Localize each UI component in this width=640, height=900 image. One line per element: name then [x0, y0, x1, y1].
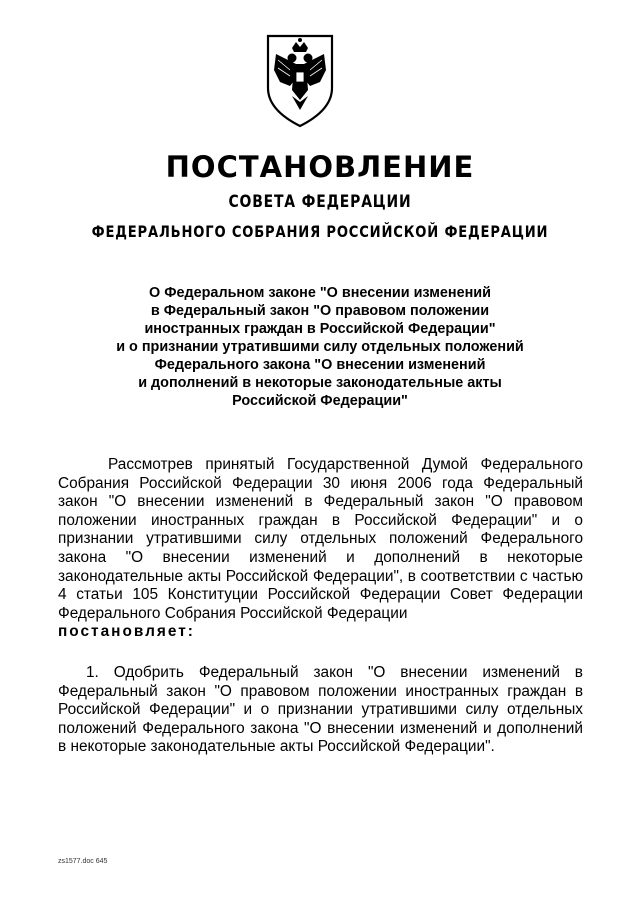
file-reference: zs1577.doc 645	[58, 858, 108, 865]
heading-line: Федерального закона "О внесении изменений	[154, 357, 486, 373]
preamble-paragraph	[58, 456, 583, 642]
heading-line: и о признании утратившими силу отдельных положений	[116, 339, 524, 355]
heading-line: Российской Федерации"	[232, 393, 408, 409]
document-title: ПОСТАНОВЛЕНИЕ	[165, 150, 475, 184]
heading-line: О Федеральном законе "О внесении изменений	[149, 285, 491, 301]
issuer-line-2: ФЕДЕРАЛЬНОГО СОБРАНИЯ РОССИЙСКОЙ ФЕДЕРАЦИИ	[91, 222, 549, 241]
heading-line: в Федеральный закон "О правовом положении	[150, 303, 490, 319]
resolves-word: постановляет:	[58, 623, 195, 641]
issuer-line-1: СОВЕТА ФЕДЕРАЦИИ	[228, 192, 412, 212]
preamble-text: Рассмотрев принятый Государственной Думой Федерального Собрания Российской Федерации 30 июня 2006 года Федеральный закон "О внесении изменений в Федеральный закон "О правовом положении иностранных граждан в Российской Федерации" и о признании утратившими силу отдельных положений Федерального закона "О внесении изменений и дополнений в некоторые законодательные акты Российской Федерации", в соответствии с частью 4 статьи 105 Конституции Российской Федерации Совет Федерации Федерального Собрания Российской Федерации	[58, 456, 583, 622]
heading-line: иностранных граждан в Российской Федерации"	[144, 321, 496, 337]
clause-1-paragraph: 1. Одобрить Федеральный закон "О внесении изменений в Федеральный закон "О правовом положении иностранных граждан в Российской Федерации" и о признании утратившими силу отдельных положений Федерального закона "О внесении изменений и дополнений в некоторые законодательные акты Российской Федерации".	[58, 664, 583, 756]
russian-coat-of-arms-icon	[260, 30, 340, 130]
heading-line: и дополнений в некоторые законодательные акты	[138, 375, 502, 391]
document-heading	[90, 284, 550, 410]
